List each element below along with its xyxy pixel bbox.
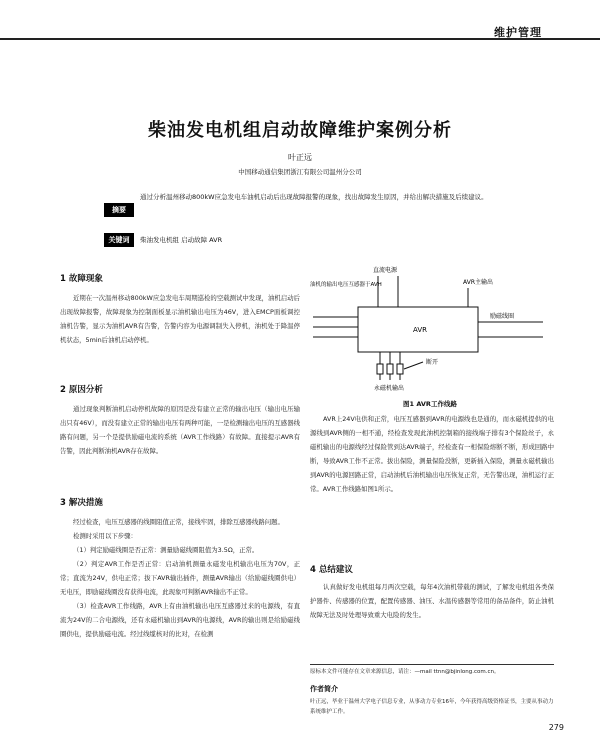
author: 叶正远 — [288, 153, 312, 162]
fuse — [377, 364, 383, 374]
footnote: 原标本文件可能存在文章来源信息，请注：—mail ttnn@bjinlong.com.cn。 — [310, 669, 500, 675]
section-1 — [60, 272, 300, 347]
section-header: 维护管理 — [494, 26, 542, 39]
right-column-text — [310, 412, 554, 496]
affiliation: 中国移动通信集团浙江有限公司温州分公司 — [238, 168, 362, 176]
footnote-rule — [310, 664, 554, 665]
avr-out-label: AVR主输出 — [463, 279, 493, 286]
pmg-label: 永磁机输出 — [374, 385, 405, 392]
section-heading: 4 总结建议 — [310, 565, 353, 575]
keywords-tag: 关键词 — [104, 233, 134, 247]
page-number: 279 — [548, 723, 564, 732]
section-3 — [60, 496, 300, 641]
abstract-text: 通过分析温州移动800kW应急发电车油机启动后出现故障报警的现象，找出故障发生原因，并给出解决措施及后续建议。 — [140, 193, 488, 201]
keywords-text: 柴油发电机组 启动故障 AVR — [140, 236, 223, 244]
fuse — [397, 364, 403, 374]
dc-label: 直流电源 — [373, 267, 398, 274]
paragraph: AVR上24V电供和正常，电压互感器到AVR的电源线也是通的，而永磁机提供的电源线到AVR侧的一相不通，经检查发现此油机控制箱的接线端子排有3个保险丝子，永磁机输出的电源线经过保险管到达AVR端子，经检查有一相保险熔断不断，形成回路中断，导致AVR工作不正常。拔出保险，测量保险没断，更新插入保险，测量永磁机输出到AVR的电源回路正常，启动油机后油机输出电压恢复正常，无告警出现，油机运行正常。AVR工作线路如图1所示。 — [310, 415, 554, 493]
article-title: 柴油发电机组启动故障维护案例分析 — [148, 120, 452, 141]
section-4 — [310, 563, 554, 622]
section-heading: 3 解决措施 — [60, 498, 103, 508]
section-heading: 2 原因分析 — [60, 385, 103, 395]
paragraph: 经过检查，电压互感器的线圈阻值正常，接线牢固，排除互感器线路问题。 — [73, 518, 284, 526]
paragraph: （1）判定励磁线圈是否正常：测量励磁线圈阻值为3.5Ω，正常。 — [73, 546, 259, 554]
paragraph: （3）检查AVR工作线路，AVR上有由油机输出电压互感器过来的电源线，有直流为24V的二合电源线，还有永磁机输出到AVR的电源线，AVR的输出则是给励磁线圈供电，提供励磁电流。经过线缆核对的比对，在检测 — [60, 602, 300, 638]
section-body — [60, 515, 300, 641]
section-body — [60, 291, 300, 347]
breaker-label: 断开 — [426, 359, 439, 366]
exciter-label: 励磁线圈 — [490, 313, 515, 320]
paragraph: 认真做好发电机组每月两次空载，每年4次油机带载的测试，了解发电机组各类保护器件、传感器的位置，配置传感器、油压、水温传感器等常用的备品备件，防止油机故障无法及时处理导致重大电险的发生。 — [310, 583, 554, 619]
bio-heading: 作者简介 — [310, 685, 338, 693]
paragraph: 检测时采用以下步骤： — [73, 532, 137, 540]
section-body — [60, 402, 300, 458]
section-heading: 1 故障现象 — [60, 274, 103, 284]
paragraph: 近期在一次温州移动800kW应急发电车周期巡检的空载测试中发现，油机启动后出现故障报警，故障现象为控制面板显示油机输出电压为46V，进入EMCP面板调控油机告警，显示为油机AVR有告警，告警内容为电源调制失入停机，油机处于降温停机状态，5min后油机启动停机。 — [60, 294, 300, 344]
avr-label: AVR — [413, 326, 427, 334]
section-body — [310, 580, 554, 622]
paragraph: （2）判定AVR工作是否正常：启动油机测量永磁发电机输出电压为70V，正常；直流为24V，供电正常；拔下AVR输出插件，测量AVR输出（给励磁线圈供电）无电压，即励磁线圈没有获得电流，此现象可判断AVR输出不正常。 — [60, 560, 300, 596]
pt-label: 油机的输出电压互感器于AVH — [310, 282, 382, 288]
section-2 — [60, 383, 300, 458]
avr-wiring-diagram — [308, 262, 558, 397]
figure-caption: 图1 AVR工作线路 — [403, 400, 457, 408]
abstract-tag: 摘要 — [104, 203, 134, 217]
author-bio: 叶正远，毕业于温州大学电子信息专业，从事动力专业16年，今年获得高级资格证书，主要从事动力系统维护工作。 — [310, 699, 554, 715]
fuse — [387, 364, 393, 374]
paragraph: 通过现象判断油机启动停机故障的原因是没有建立正常的输出电压（输出电压输出只有46V），而没有建立正常的输出电压有两种可能，一是检测输出电压的互感器线路有问题，另一个是提供励磁电流的系统（AVR工作线路）有故障。直接提示AVR有告警，因此判断油机AVR存在故障。 — [60, 405, 300, 455]
breaker-pointer — [404, 362, 423, 369]
